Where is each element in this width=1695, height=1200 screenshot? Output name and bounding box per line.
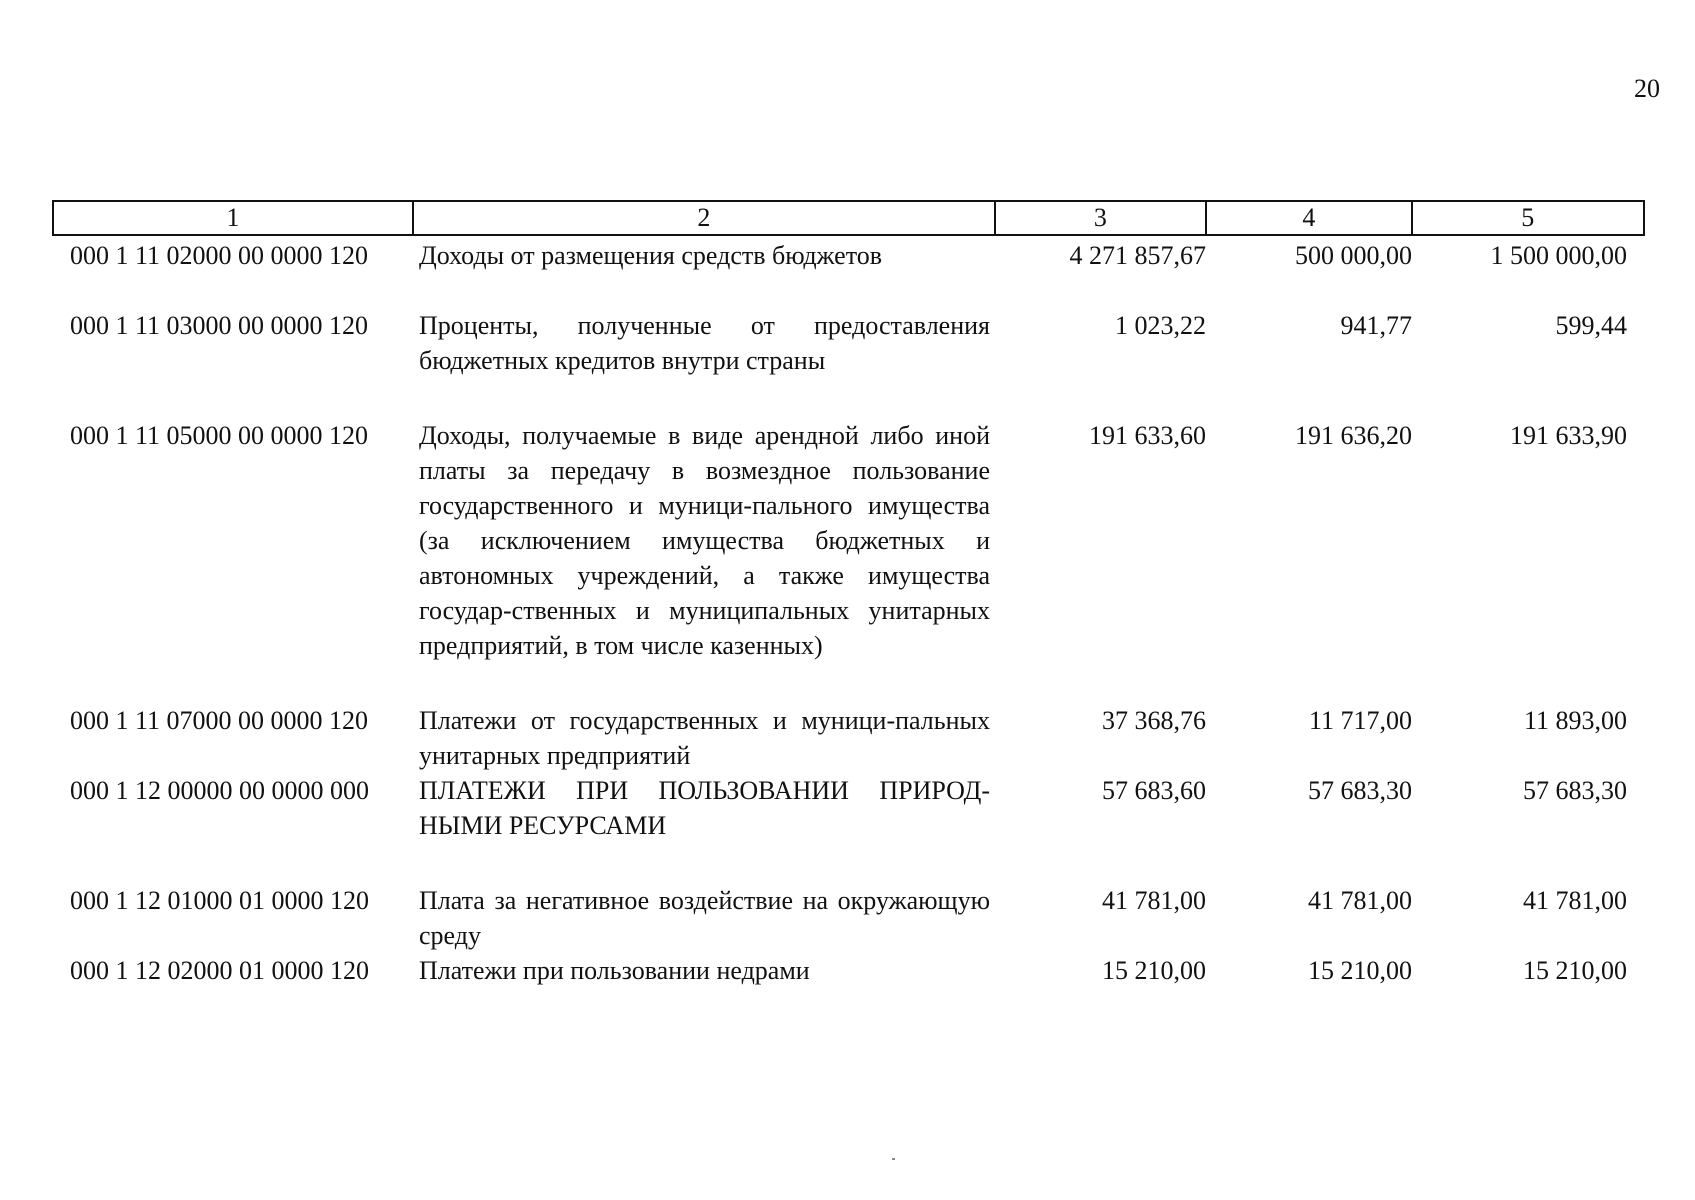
row-code: 000 1 12 01000 01 0000 120 xyxy=(70,886,369,915)
header-col-5: 5 xyxy=(1521,203,1535,232)
table-row xyxy=(52,773,1645,843)
row-value-col5: 191 633,90 xyxy=(1510,421,1627,450)
header-col-4: 4 xyxy=(1207,202,1412,234)
row-code: 000 1 11 02000 00 0000 120 xyxy=(70,241,369,270)
row-value-col5: 57 683,30 xyxy=(1523,776,1627,805)
row-code: 000 1 11 07000 00 0000 120 xyxy=(70,706,369,735)
table-row xyxy=(52,883,1645,953)
row-value-col3: 191 633,60 xyxy=(1089,421,1206,450)
row-value-col5: 1 500 000,00 xyxy=(1490,241,1627,270)
row-value-col3: 4 271 857,67 xyxy=(1069,241,1206,270)
row-value-col4: 191 636,20 xyxy=(1295,421,1412,450)
row-name: Плата за негативное воздействие на окружающую среду xyxy=(419,886,990,950)
row-name: ПЛАТЕЖИ ПРИ ПОЛЬЗОВАНИИ ПРИРОД-НЫМИ РЕСУРСАМИ xyxy=(419,776,990,840)
row-value-col4: 57 683,30 xyxy=(1308,776,1412,805)
table-row xyxy=(52,703,1645,773)
row-value-col3: 15 210,00 xyxy=(1102,956,1206,985)
row-name: Платежи от государственных и муници-пальных унитарных предприятий xyxy=(419,706,990,770)
row-code: 000 1 12 00000 00 0000 000 xyxy=(70,776,369,805)
revenue-table xyxy=(52,200,1645,988)
row-code: 000 1 12 02000 01 0000 120 xyxy=(70,956,369,985)
row-value-col5: 41 781,00 xyxy=(1523,886,1627,915)
page-number: 20 xyxy=(1634,74,1660,103)
header-col-2: 2 xyxy=(414,202,996,234)
row-name: Доходы, получаемые в виде арендной либо иной платы за передачу в возмездное пользование государственного и муници-пального имущества (за исключением имущества бюджетных и автономных учреждений, а также имущества государ-ственных и муниципальных унитарных предприятий, в том числе казенных) xyxy=(419,421,990,660)
scan-speck xyxy=(892,1158,895,1160)
row-code: 000 1 11 03000 00 0000 120 xyxy=(70,311,369,340)
row-value-col5: 11 893,00 xyxy=(1523,706,1627,735)
row-value-col3: 37 368,76 xyxy=(1102,706,1206,735)
row-value-col3: 57 683,60 xyxy=(1102,776,1206,805)
header-col-1: 1 xyxy=(54,202,414,234)
table-row xyxy=(52,953,1645,988)
row-value-col4: 941,77 xyxy=(1340,311,1412,340)
table-row xyxy=(52,308,1645,378)
header-col-3: 3 xyxy=(996,202,1207,234)
row-name: Доходы от размещения средств бюджетов xyxy=(419,241,883,270)
table-row xyxy=(52,418,1645,663)
row-value-col4: 500 000,00 xyxy=(1295,241,1412,270)
row-value-col5: 15 210,00 xyxy=(1523,956,1627,985)
row-name: Проценты, полученные от предоставления бюджетных кредитов внутри страны xyxy=(419,311,990,375)
row-value-col4: 41 781,00 xyxy=(1308,886,1412,915)
table-row xyxy=(52,238,1645,273)
row-code: 000 1 11 05000 00 0000 120 xyxy=(70,421,369,450)
row-value-col5: 599,44 xyxy=(1555,311,1627,340)
row-value-col3: 1 023,22 xyxy=(1115,311,1206,340)
row-value-col4: 11 717,00 xyxy=(1308,706,1412,735)
row-name: Платежи при пользовании недрами xyxy=(419,956,810,985)
row-value-col4: 15 210,00 xyxy=(1308,956,1412,985)
table-header-row xyxy=(52,200,1645,236)
row-value-col3: 41 781,00 xyxy=(1102,886,1206,915)
